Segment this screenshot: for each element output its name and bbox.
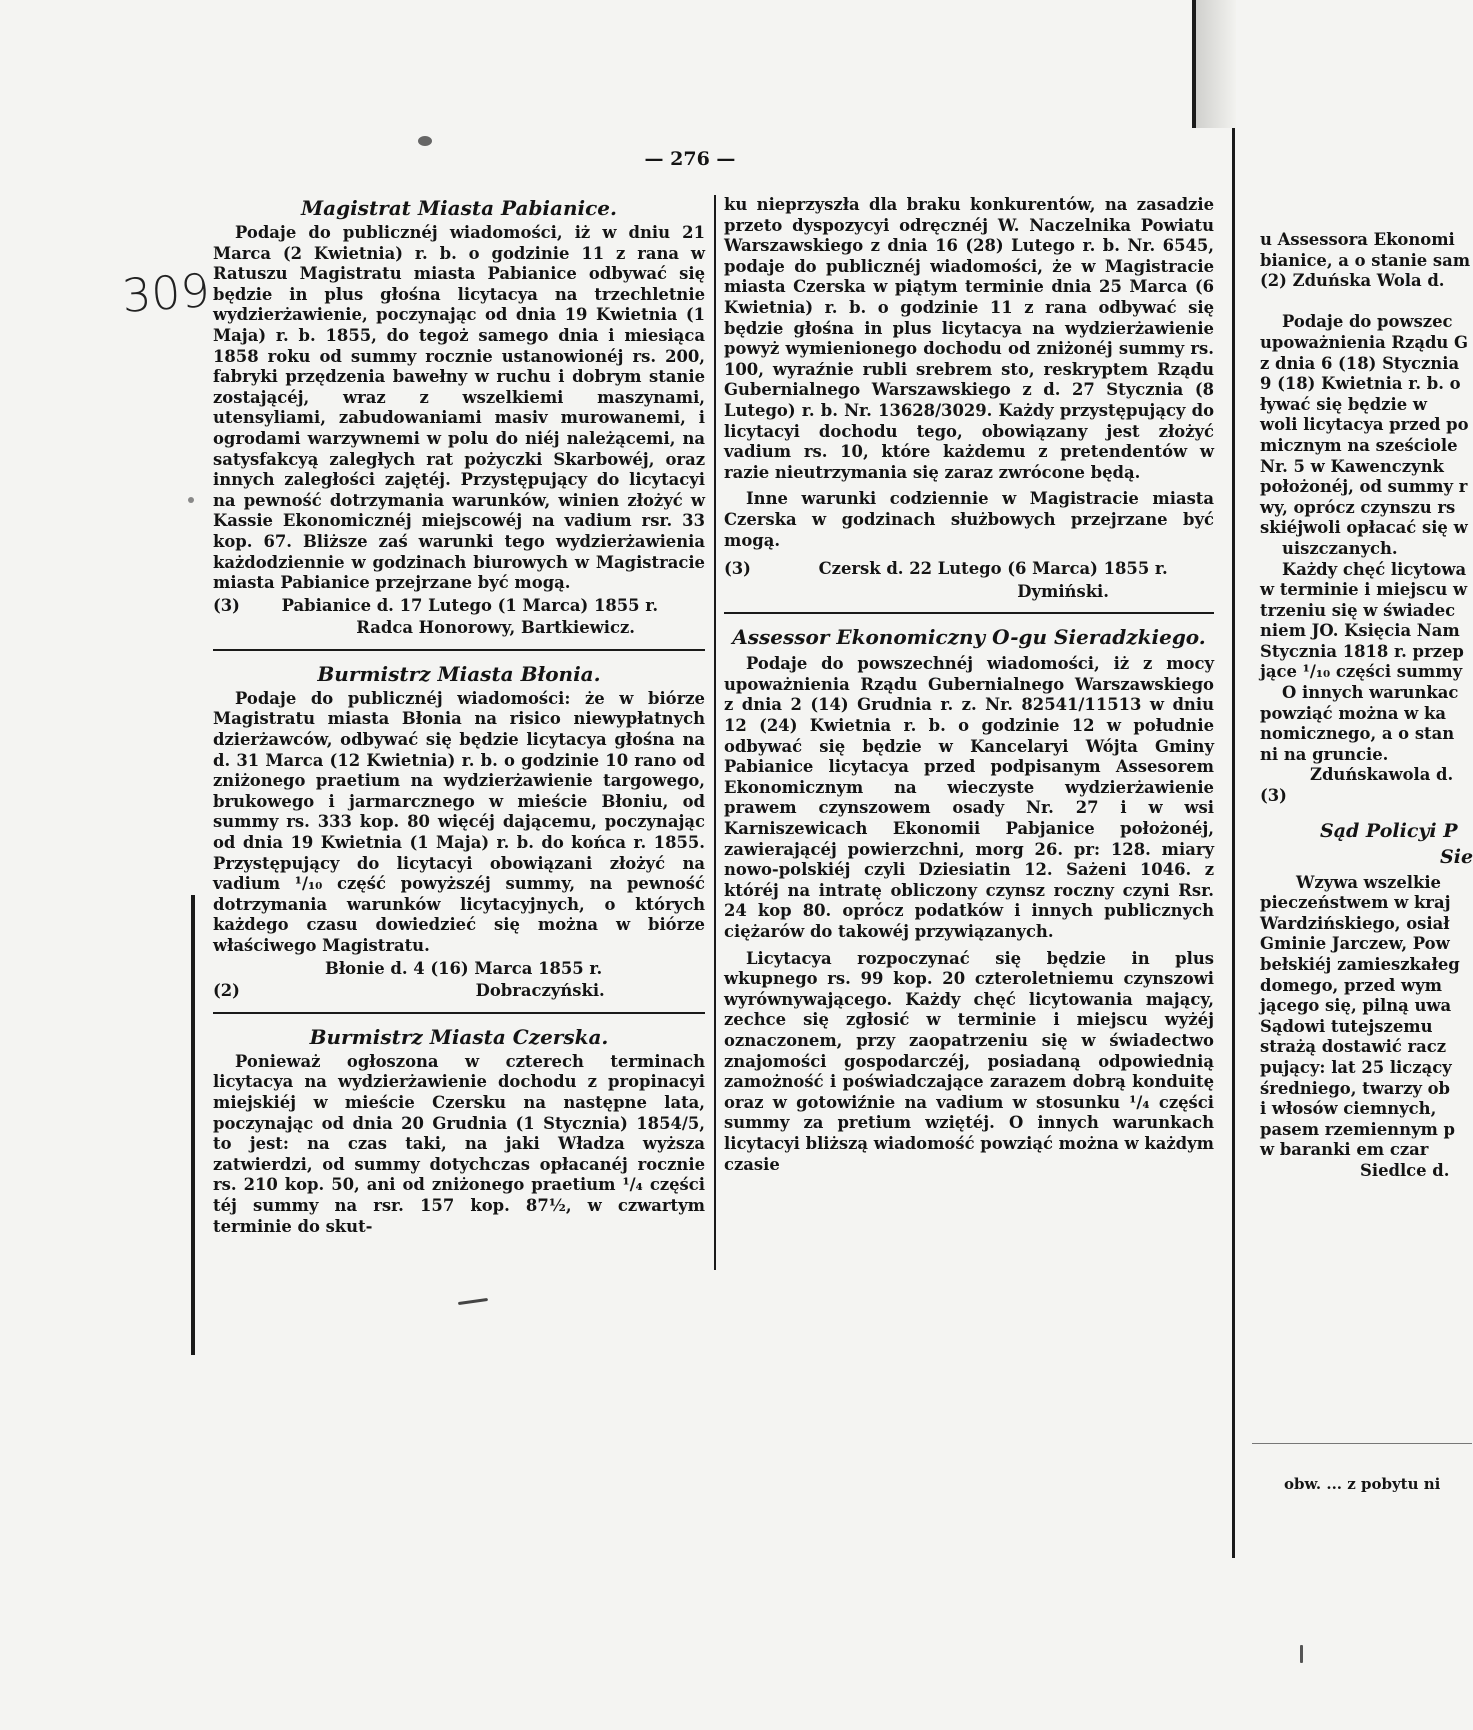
fragment-line: i włosów ciemnych, — [1260, 1099, 1437, 1119]
fragment-line: woli licytacya przed po — [1260, 415, 1469, 435]
scan-speck — [458, 1298, 488, 1305]
fragment-line: pasem rzemiennym p — [1260, 1119, 1456, 1139]
fragment-line: położonéj, od summy r — [1260, 477, 1468, 497]
fragment-line: pieczeństwem w kraj — [1260, 893, 1451, 913]
fragment-line: u Assessora Ekonomi — [1260, 230, 1455, 249]
notice-dateline — [213, 981, 705, 1002]
notice-place-date: Czersk d. 22 Lutego (6 Marca) 1855 r. — [818, 559, 1168, 579]
fragment-line: Zduńskawola d. — [1310, 765, 1454, 785]
fragment-line: Siedlce d. — [1360, 1160, 1450, 1180]
fragment-line: w baranki em czar — [1260, 1140, 1429, 1160]
fragment-line: micznym na sześciole — [1260, 435, 1458, 455]
notice-signature: Radca Honorowy, Bartkiewicz. — [356, 618, 635, 638]
fragment-line: Każdy chęć licytowa — [1282, 559, 1467, 579]
notice-pabianice — [213, 195, 705, 639]
notice-body: Inne warunki codziennie w Magistracie miasta Czerska w godzinach służbowych przejrzane być mogą. — [724, 489, 1214, 550]
notice-heading: Magistrat Miasta Pabianice. — [301, 196, 617, 220]
fragment-line: bianice, a o stanie sam — [1260, 250, 1471, 270]
notice-czersk-part2 — [724, 195, 1214, 602]
section-separator — [213, 649, 705, 651]
fragment-line: uiszczanych. — [1282, 538, 1398, 558]
fragment-line: (3) — [1260, 786, 1287, 806]
notice-place-date: Pabianice d. 17 Lutego (1 Marca) 1855 r. — [281, 595, 659, 615]
fragment-line: Sądowi tutejszemu — [1260, 1016, 1433, 1036]
fragment-line: Gminie Jarczew, Pow — [1260, 934, 1450, 954]
middle-column — [724, 195, 1214, 1175]
notice-body-continued: ku nieprzyszła dla braku konkurentów, na zasadzie przeto dyspozycyi odręcznéj W. Naczelnika Powiatu Warszawskiego z dnia 16 (28) Lutego r. b. Nr. 6545, podaje do publicznéj wiadomości, że w Magistracie miasta Czerska w piątym terminie dnia 25 Marca (6 Kwietnia) r. b. o godzinie 11 z rana odbywać się będzie głośna in plus licytacya na wydzierżawienie powyż wymienionego dochodu od zniżonéj summy rs. 100, wyraźnie rubli srebrem sto, reskryptem Rządu Gubernialnego Warszawskiego z d. 27 Stycznia (8 Lutego) r. b. Nr. 13628/3029. Każdy przystępujący do licytacyi dochodu tego, obowiązany jest złożyć vadium rs. 10, które każdemu z pretendentów w razie nieutrzymania się zaraz zwrócone będą. — [724, 195, 1214, 482]
fragment-line: z dnia 6 (18) Stycznia — [1260, 353, 1460, 373]
notice-body: Podaje do powszechnéj wiadomości, iż z mocy upoważnienia Rządu Gubernialnego Warszawskiego z dnia 2 (14) Grudnia r. z. Nr. 82541/11513 w dniu 12 (24) Kwietnia r. b. o godzinie 12 w południe odbywać się będzie w Kancelaryi Wójta Gminy Pabianice licytacya przed podpisanym Assesorem Ekonomicznym na wieczyste wydzierżawienie prawem czynszowem osady Nr. 27 i w wsi Karniszewicach Ekonomii Pabjanice położonéj, zawierającéj powierzchni, morg 26. pr: 128. miary nowo-polskiéj czyli Dziesiatin 12. Sażeni 1046. z któréj na intratę obliczony czynsz roczny czyni Rsr. 24 kop 80. oprócz podatków i innych publicznych ciężarów do takowéj przywiązanych. — [724, 654, 1214, 941]
fragment-line: upoważnienia Rządu G — [1260, 332, 1469, 352]
fragment-heading: Sie — [1440, 845, 1473, 868]
fragment-line: Wzywa wszelkie — [1296, 872, 1441, 892]
cropped-bottom-fragment: obw. ... z pobytu ni — [1284, 1475, 1441, 1493]
notice-blonie — [213, 661, 705, 1002]
fragment-line: bełskiéj zamieszkałeg — [1260, 955, 1460, 974]
notice-heading: Burmistrz Miasta Błonia. — [317, 661, 601, 686]
fragment-line: Nr. 5 w Kawenczynk — [1260, 456, 1444, 476]
notice-body: Podaje do publicznéj wiadomości: że w biórze Magistratu miasta Błonia na risico niewypłatnych dzierżawców, odbywać się będzie licytacya głośna na d. 31 Marca (12 Kwietnia) r. b. o godzinie 10 rano od zniżonego praetium na wydzierżawienie targowego, brukowego i jarmarcznego w mieście Błoniu, od summy rs. 333 kop. 80 więcéj dającemu, poczynając od dnia 19 Kwietnia (1 Maja) r. b. do końca r. 1855. Przystępujący do licytacyi obowiązani złożyć na vadium ¹/₁₀ część powyższéj summy, na pewność dotrzymania warunków licytacyjnych, o których każdego czasu dowiedzieć się można w biórze właściwego Magistratu. — [213, 688, 705, 955]
fragment-line: ni na gruncie. — [1260, 744, 1389, 764]
scan-speck — [1300, 1645, 1303, 1663]
page-edge-line — [1232, 128, 1235, 1558]
section-separator — [213, 1012, 705, 1014]
fragment-line: (2) Zduńska Wola d. — [1260, 271, 1445, 291]
notice-heading: Assessor Ekonomiczny O-gu Sieradzkiego. — [732, 625, 1206, 650]
fragment-line: O innych warunkac — [1282, 683, 1459, 703]
fragment-heading: Sąd Policyi P — [1320, 819, 1458, 842]
fragment-line — [1260, 292, 1468, 313]
notice-number: (3) — [213, 595, 240, 615]
notice-dateline — [213, 596, 705, 617]
notice-place-date: Błonie d. 4 (16) Marca 1855 r. — [325, 958, 603, 978]
notice-czersk-part1 — [213, 1024, 705, 1237]
notice-sieradz — [724, 624, 1214, 1175]
left-column — [213, 195, 705, 1237]
notice-body: Podaje do publicznéj wiadomości, iż w dniu 21 Marca (2 Kwietnia) r. b. o godzinie 11 z rana w Ratuszu Magistratu miasta Pabianice odbywać się będzie in plus głośna licytacya na trzechletnie wydzierżawienie, poczynając od dnia 19 Kwietnia (1 Maja) r. b. 1855, do tegoż samego dnia i miesiąca 1858 roku od summy rocznie ustanowionéj rs. 200, fabryki przędzenia bawełny w ruchu i dobrym stanie zostającéj, wraz z wszelkiemi maszynami, utensyliami, zabudowaniami masiv murowanemi, i ogrodami warzywnemi w polu do niéj należącemi, na satysfakcyą zaległych rat pożyczki Skarbowéj, oraz innych zaległości zajętéj. Przystępujący do licytacyi na pewność dotrzymania warunków, winien złożyć w Kassie Ekonomicznéj miejscowéj na vadium rsr. 33 kop. 67. Bliższe zaś warunki tego wydzierżawienia każdodziennie w godzinach biurowych w Magistracie miasta Pabianice przejrzane być mogą. — [213, 223, 705, 593]
notice-signature: Dobraczyński. — [475, 981, 605, 1001]
notice-dateline — [724, 559, 1214, 580]
scan-speck — [188, 497, 194, 503]
cropped-column-rule — [1252, 1443, 1472, 1444]
notice-body: Ponieważ ogłoszona w czterech terminach licytacya na wydzierżawienie dochodu z propinacyi miejskiéj w mieście Czersku na następne lata, poczynając od dnia 20 Grudnia (1 Stycznia) 1854/5, to jest: na czas taki, na jaki Władza wyższa zatwierdzi, od summy dotychczas opłacanéj rocznie rs. 210 kop. 50, ani od zniżonego praetium ¹/₄ części téj summy na rsr. 157 kop. 87½, w czwartym terminie do skut- — [213, 1051, 705, 1236]
notice-body: Licytacya rozpoczynać się będzie in plus wkupnego rs. 99 kop. 20 czteroletniemu czynszowi wyrównywającego. Każdy chęć licytowania mający, zechce się zgłosić w terminie i miejscu wyżéj oznaczonem, przy zaopatrzeniu się w świadectwo znajomości gospodarczéj, posiadaną odpowiednią zamożność i poświadczające zarazem dobrą konduitę oraz w gotowiźnie na vadium w stosunku ¹/₄ części summy za pretium wziętéj. O innych warunkach licytacyi bliższą wiadomość powziąć można w każdym czasie — [724, 948, 1214, 1174]
fragment-line: 9 (18) Kwietnia r. b. o — [1260, 374, 1461, 394]
fragment-line: jącego się, pilną uwa — [1260, 996, 1452, 1016]
fragment-line: powziąć można w ka — [1260, 703, 1446, 723]
notice-heading: Burmistrz Miasta Czerska. — [309, 1024, 609, 1049]
column-divider — [714, 195, 716, 1270]
fragment-line: strażą dostawić racz — [1260, 1037, 1447, 1057]
fragment-line: Stycznia 1818 r. przep — [1260, 641, 1464, 661]
fragment-line: pujący: lat 25 liczący — [1260, 1057, 1452, 1077]
fragment-line: skiéjwoli opłacać się w — [1260, 518, 1468, 538]
scan-speck — [418, 136, 432, 146]
section-separator — [724, 612, 1214, 614]
fragment-line: średniego, twarzy ob — [1260, 1078, 1450, 1098]
notice-number: (3) — [724, 559, 751, 579]
fragment-line: trzeniu się w świadec — [1260, 600, 1456, 620]
cropped-right-column — [1260, 230, 1473, 1182]
fragment-line: Wardzińskiego, osiał — [1260, 913, 1450, 933]
binding-shadow — [1196, 0, 1236, 128]
handwritten-margin-note: 309 — [120, 263, 212, 323]
notice-signature: Dymiński. — [1017, 581, 1109, 601]
fragment-line: ływać się będzie w — [1260, 394, 1427, 414]
fragment-line: wy, oprócz czynszu rs — [1260, 497, 1456, 517]
fragment-line: nomicznego, a o stan — [1260, 724, 1455, 744]
page-number: — 276 — — [644, 148, 736, 170]
fragment-line: jące ¹/₁₀ części summy — [1260, 662, 1463, 682]
fragment-line: Podaje do powszec — [1282, 312, 1453, 332]
fragment-line: domego, przed wym — [1260, 975, 1442, 995]
fragment-line: niem JO. Księcia Nam — [1260, 621, 1460, 641]
notice-number: (2) — [213, 981, 240, 1001]
left-margin-mark — [191, 895, 195, 1355]
fragment-line: w terminie i miejscu w — [1260, 580, 1468, 600]
fragment-gap — [1260, 807, 1468, 821]
